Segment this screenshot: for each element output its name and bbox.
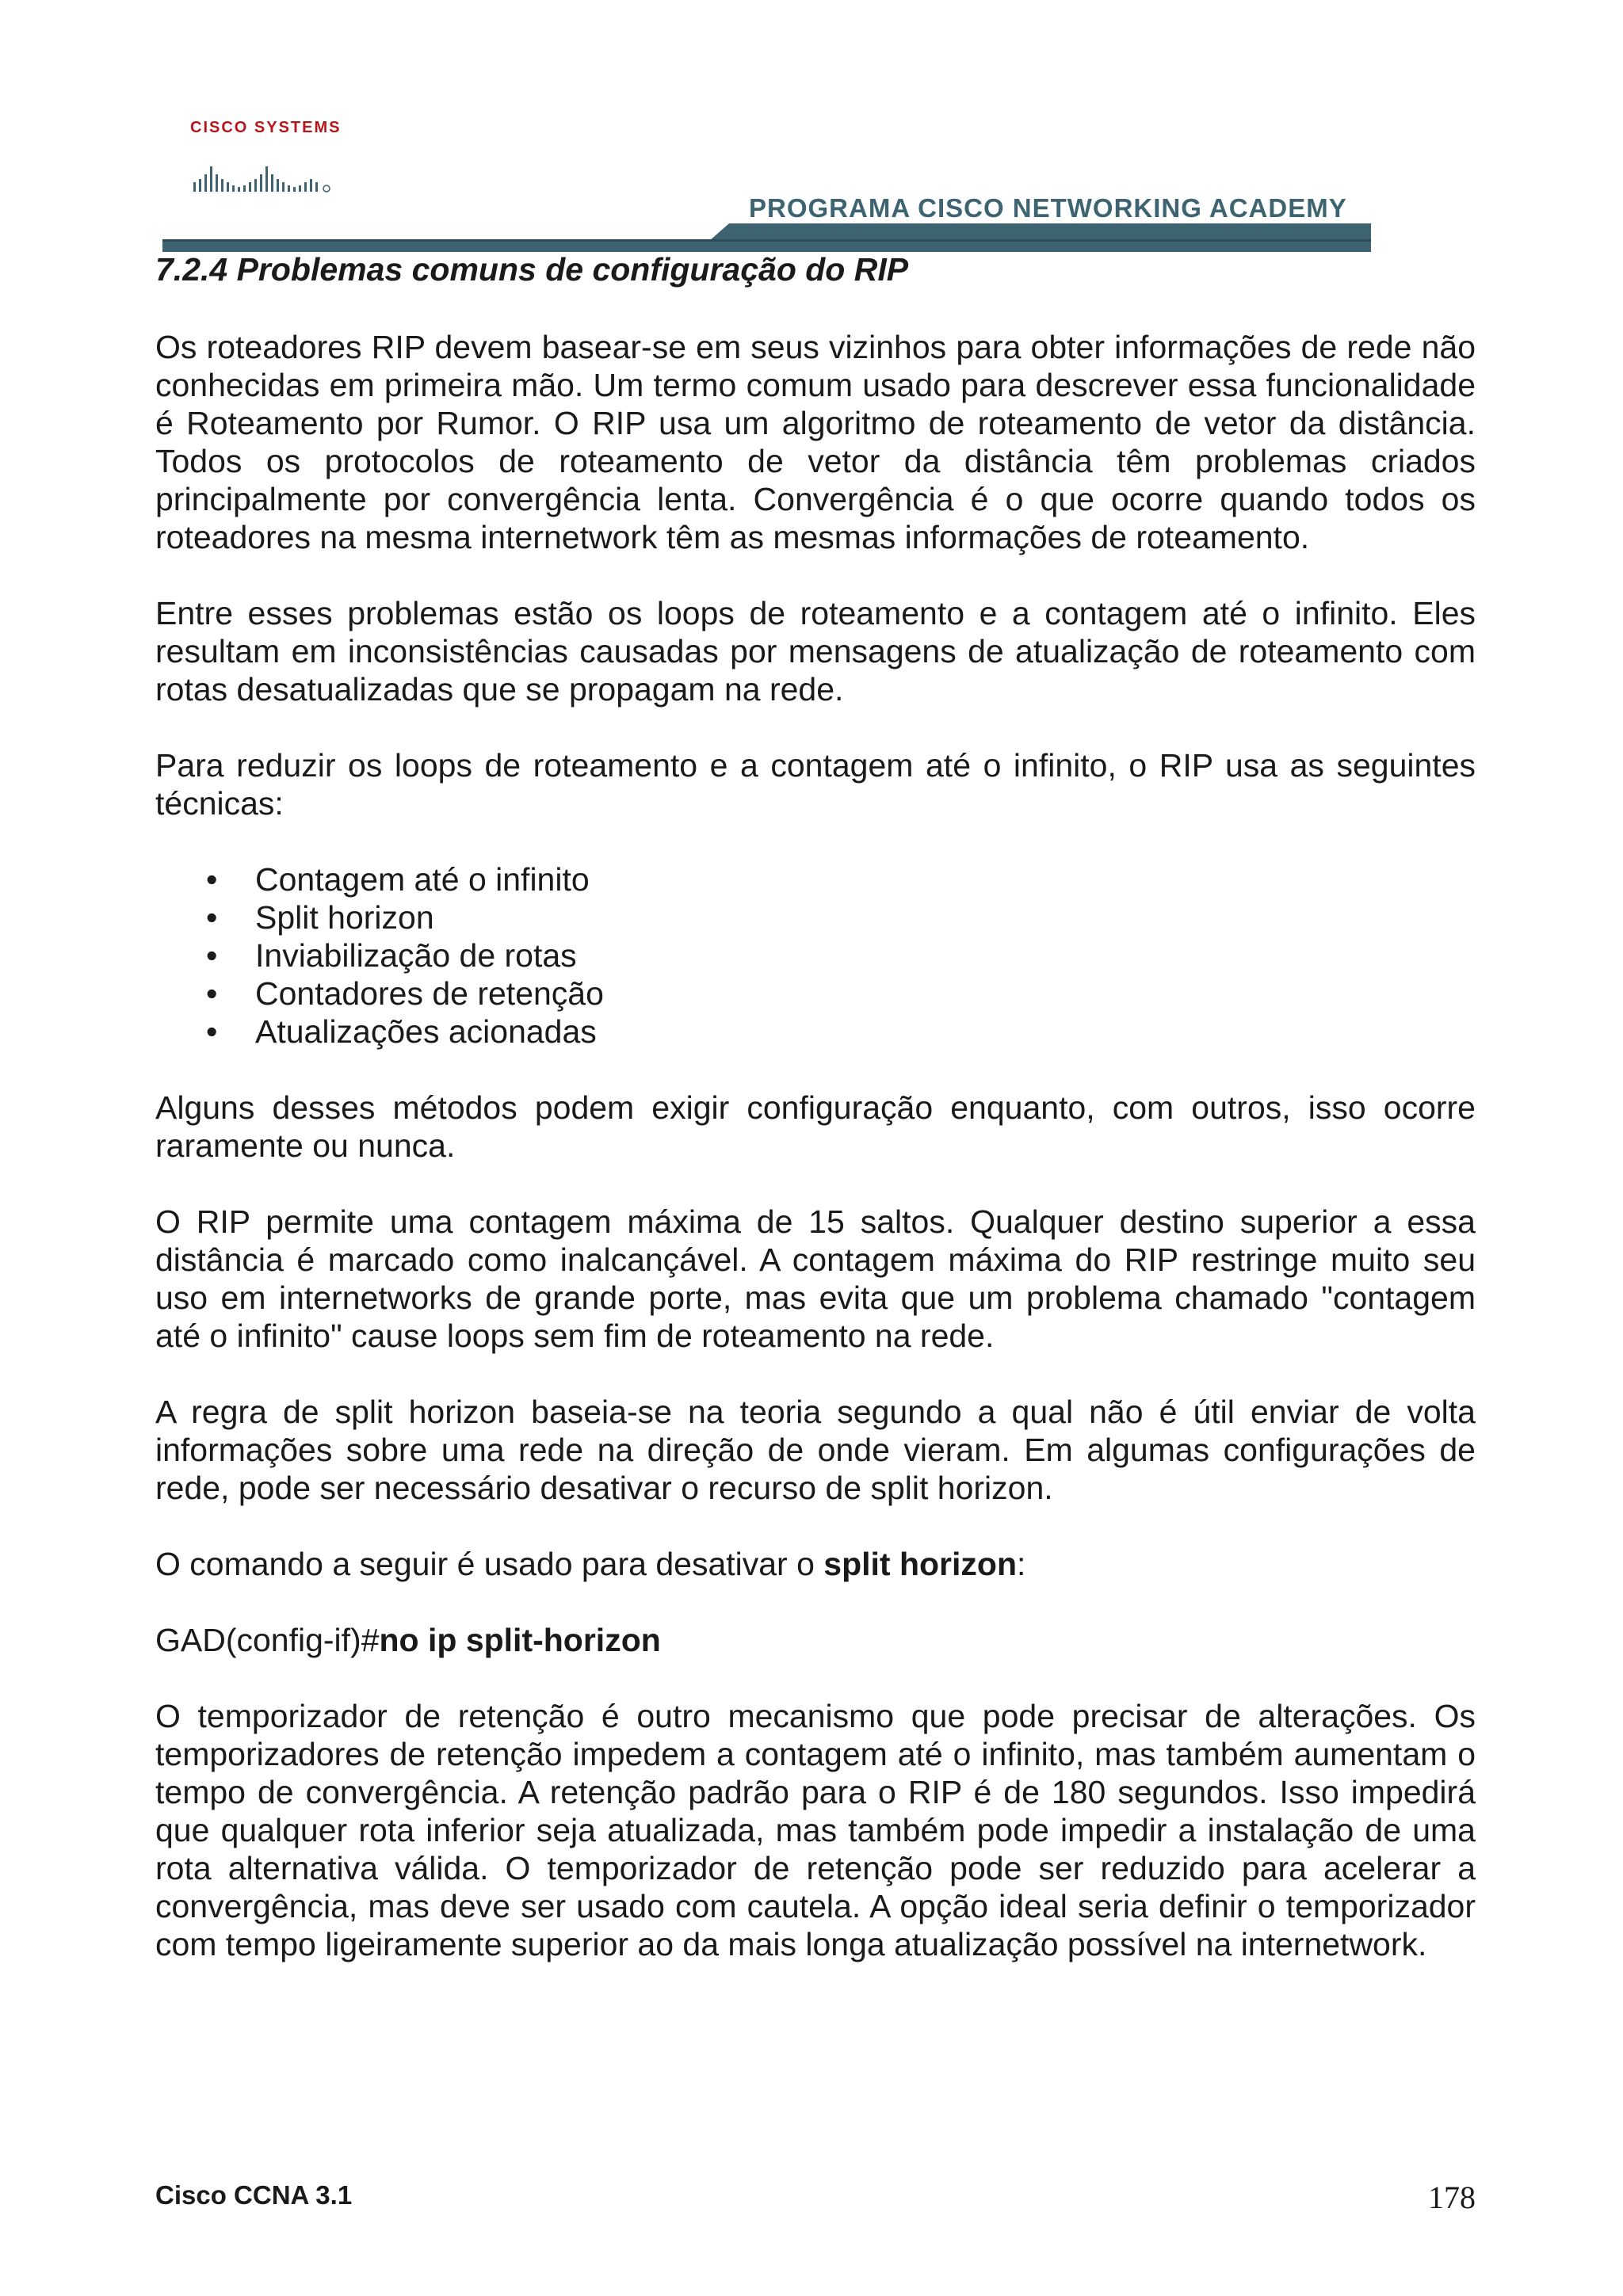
academy-banner: PROGRAMA CISCO NETWORKING ACADEMY [749,193,1347,223]
list-item: • Atualizações acionadas [206,1013,597,1050]
bullet-icon: • [206,937,218,974]
header-bar [162,220,1371,252]
paragraph: O RIP permite uma contagem máxima de 15 saltos. Qualquer destino superior a essa distância é marcado como inalcançável. A contagem máxima do RIP restringe muito seu uso em internetworks de grande porte, mas evita que um problema chamado "contagem até o infinito" cause loops sem fim de roteamento na rede. [155,1203,1476,1354]
logo-text: CISCO SYSTEMS [190,119,342,136]
list-item: • Split horizon [206,899,434,936]
paragraph: A regra de split horizon baseia-se na teoria segundo a qual não é útil enviar de volta informações sobre uma rede na direção de onde vieram. Em algumas configurações de rede, pode ser necessário desativar o recurso de split horizon. [155,1394,1476,1506]
cisco-bars-icon [190,147,333,195]
paragraph: Os roteadores RIP devem basear-se em seus vizinhos para obter informações de rede não conhecidas em primeira mão. Um termo comum usado para descrever essa funcionalidade é Roteamento por Rumor. O RIP usa um algoritmo de roteamento de vetor da distância. Todos os protocolos de roteamento de vetor da distância têm problemas criados principalmente por convergência lenta. Convergência é o que ocorre quando todos os roteadores na mesma internetwork têm as mesmas informações de roteamento. [155,329,1476,555]
bullet-icon: • [206,899,218,936]
paragraph: O temporizador de retenção é outro mecanismo que pode precisar de alterações. Os temporizadores de retenção impedem a contagem até o infinito, mas também aumentam o tempo de convergência. A retenção padrão para o RIP é de 180 segundos. Isso impedirá que qualquer rota inferior seja atualizada, mas também pode impedir a instalação de uma rota alternativa válida. O temporizador de retenção pode ser reduzido para acelerar a convergência, mas deve ser usado com cautela. A opção ideal seria definir o temporizador com tempo ligeiramente superior ao da mais longa atualização possível na internetwork. [155,1698,1476,1962]
command-prompt: GAD(config-if)# [155,1622,380,1658]
list-item: • Contagem até o infinito [206,861,590,898]
page-number: 178 [1428,2180,1476,2215]
command-intro: O comando a seguir é usado para desativar o split horizon: [155,1546,1026,1582]
list-item: • Contadores de retenção [206,975,604,1012]
footer-course: Cisco CCNA 3.1 [155,2180,353,2210]
techniques-list [155,860,1476,1051]
list-item: • Inviabilização de rotas [206,937,577,974]
bullet-icon: • [206,861,218,898]
bullet-icon: • [206,1013,218,1050]
cisco-logo [190,119,342,198]
section-title: 7.2.4 Problemas comuns de configuração do RIP [155,251,909,288]
paragraph: Para reduzir os loops de roteamento e a contagem até o infinito, o RIP usa as seguintes técnicas: [155,747,1476,822]
command-line [155,1621,1476,1659]
paragraph: Alguns desses métodos podem exigir configuração enquanto, com outros, isso ocorre raramente ou nunca. [155,1089,1476,1164]
paragraph: Entre esses problemas estão os loops de roteamento e a contagem até o infinito. Eles resultam em inconsistências causadas por mensagens de atualização de roteamento com rotas desatualizadas que se propagam na rede. [155,595,1476,707]
command-text: no ip split-horizon [379,1622,661,1658]
page-content [155,250,1476,1963]
bullet-icon: • [206,975,218,1012]
